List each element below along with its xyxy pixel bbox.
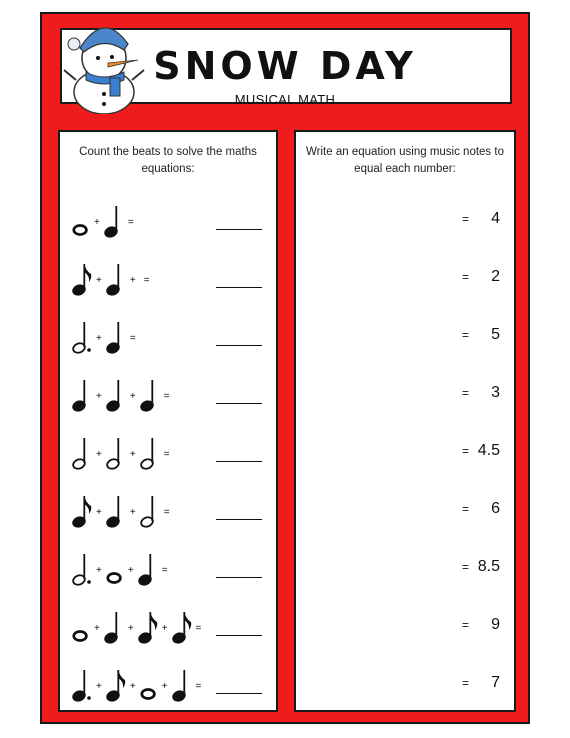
plus-sign: + <box>129 507 136 518</box>
eighth-note-icon <box>106 668 126 702</box>
plus-sign: + <box>96 449 102 460</box>
whole-note-icon <box>106 552 124 586</box>
eighth-note-icon <box>172 610 192 644</box>
plus-sign: + <box>129 449 136 460</box>
plus-sign: + <box>94 217 100 228</box>
equation-expression <box>72 256 154 296</box>
target-row[interactable] <box>296 198 514 238</box>
quarter-note-icon <box>104 204 124 238</box>
target-number: 9 <box>491 616 500 633</box>
target-row[interactable] <box>296 662 514 702</box>
plus-sign: + <box>129 681 136 692</box>
equation-expression <box>72 372 174 412</box>
target-number: 2 <box>491 268 500 285</box>
answer-blank[interactable] <box>216 577 262 578</box>
answer-blank[interactable] <box>216 635 262 636</box>
equation-row <box>60 430 276 470</box>
equation-row <box>60 546 276 586</box>
plus-sign: + <box>96 275 102 286</box>
equals-sign: = <box>161 565 168 576</box>
equals-sign: = <box>127 217 134 228</box>
worksheet-frame <box>40 12 530 724</box>
answer-blank[interactable] <box>216 693 262 694</box>
equals-sign: = <box>143 275 150 286</box>
answer-blank[interactable] <box>216 461 262 462</box>
equals-sign: = <box>163 449 170 460</box>
plus-sign: + <box>161 681 168 692</box>
answer-blank[interactable] <box>216 229 262 230</box>
equation-expression <box>72 662 205 702</box>
target-number: 5 <box>491 326 500 343</box>
equation-row <box>60 662 276 702</box>
half-note-icon <box>72 436 92 470</box>
snowman-icon <box>58 14 148 114</box>
page-title: SNOW DAY <box>153 44 417 88</box>
half-note-icon <box>106 436 126 470</box>
answer-blank[interactable] <box>216 287 262 288</box>
equals-sign: = <box>462 444 470 458</box>
equals-sign: = <box>462 212 470 226</box>
quarter-note-icon <box>106 378 126 412</box>
equation-row <box>60 372 276 412</box>
dotted-quarter-note-icon <box>72 668 92 702</box>
plus-sign: + <box>96 681 102 692</box>
plus-sign: + <box>129 275 136 286</box>
equation-expression <box>72 604 205 644</box>
half-note-icon <box>140 436 160 470</box>
target-number: 4.5 <box>477 442 500 459</box>
right-panel <box>294 130 516 712</box>
plus-sign: + <box>96 333 102 344</box>
equation-expression <box>72 314 140 354</box>
equals-sign: = <box>195 681 202 692</box>
target-number: 4 <box>491 210 500 227</box>
plus-sign: + <box>127 565 134 576</box>
equals-sign: = <box>462 502 470 516</box>
equals-sign: = <box>462 618 470 632</box>
eighth-note-icon <box>72 262 92 296</box>
equals-sign: = <box>163 507 170 518</box>
target-number: 6 <box>491 500 500 517</box>
plus-sign: + <box>129 391 136 402</box>
plus-sign: + <box>96 391 102 402</box>
target-number: 8.5 <box>477 558 500 575</box>
target-row[interactable] <box>296 430 514 470</box>
eighth-note-icon <box>138 610 158 644</box>
half-note-icon <box>140 494 160 528</box>
quarter-note-icon <box>172 668 192 702</box>
equals-sign: = <box>129 333 136 344</box>
equals-sign: = <box>462 270 470 284</box>
quarter-note-icon <box>140 378 160 412</box>
target-row[interactable] <box>296 488 514 528</box>
equation-expression <box>72 198 138 238</box>
plus-sign: + <box>96 507 102 518</box>
quarter-note-icon <box>106 494 126 528</box>
eighth-note-icon <box>72 494 92 528</box>
dotted-half-note-icon <box>72 320 92 354</box>
quarter-note-icon <box>104 610 124 644</box>
plus-sign: + <box>161 623 168 634</box>
whole-note-icon <box>72 204 90 238</box>
equation-expression <box>72 430 174 470</box>
target-row[interactable] <box>296 604 514 644</box>
target-row[interactable] <box>296 256 514 296</box>
left-panel <box>58 130 278 712</box>
equals-sign: = <box>462 560 470 574</box>
equation-expression <box>72 488 174 528</box>
quarter-note-icon <box>138 552 158 586</box>
target-row[interactable] <box>296 546 514 586</box>
answer-blank[interactable] <box>216 403 262 404</box>
quarter-note-icon <box>106 320 126 354</box>
dotted-half-note-icon <box>72 552 92 586</box>
answer-blank[interactable] <box>216 519 262 520</box>
right-instruction: Write an equation using music notes to equal each number: <box>306 146 504 175</box>
answer-blank[interactable] <box>216 345 262 346</box>
whole-note-icon <box>140 668 158 702</box>
quarter-note-icon <box>106 262 126 296</box>
equation-row <box>60 314 276 354</box>
equals-sign: = <box>462 328 470 342</box>
equation-row <box>60 198 276 238</box>
page-subtitle: MUSICAL MATH <box>234 92 336 107</box>
equals-sign: = <box>163 391 170 402</box>
left-instruction: Count the beats to solve the maths equations: <box>79 146 257 175</box>
target-row[interactable] <box>296 314 514 354</box>
target-number: 7 <box>491 674 500 691</box>
equals-sign: = <box>462 386 470 400</box>
equation-expression <box>72 546 172 586</box>
quarter-note-icon <box>72 378 92 412</box>
whole-note-icon <box>72 610 90 644</box>
equals-sign: = <box>462 676 470 690</box>
equation-row <box>60 256 276 296</box>
plus-sign: + <box>96 565 102 576</box>
equals-sign: = <box>195 623 202 634</box>
target-row[interactable] <box>296 372 514 412</box>
plus-sign: + <box>94 623 100 634</box>
plus-sign: + <box>127 623 134 634</box>
equation-row <box>60 604 276 644</box>
target-number: 3 <box>491 384 500 401</box>
equation-row <box>60 488 276 528</box>
